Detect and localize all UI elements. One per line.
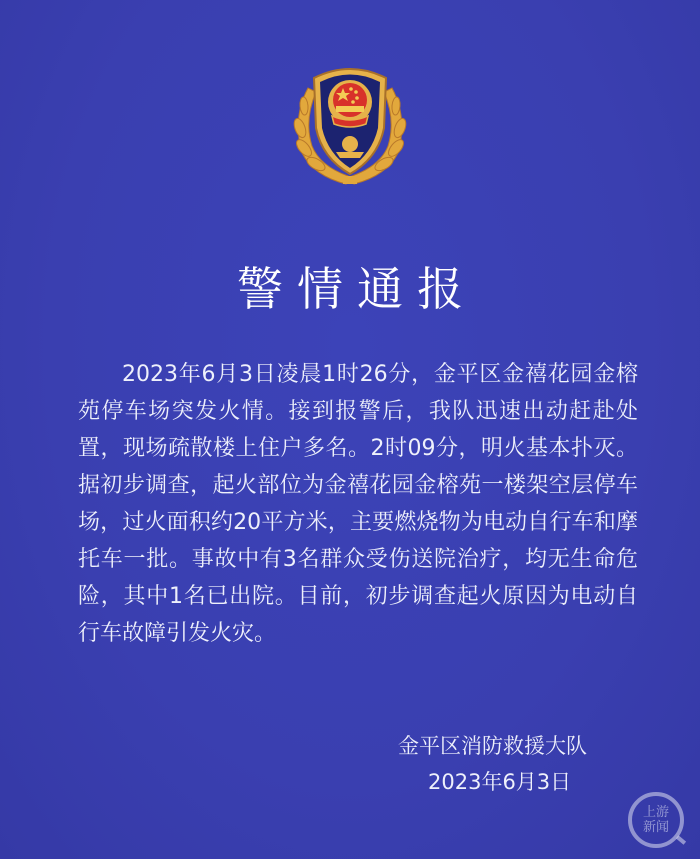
watermark-line-1: 上游 <box>642 805 669 820</box>
notice-title: 警情通报 <box>237 261 477 316</box>
issue-date: 2023年6月3日 <box>428 770 572 794</box>
watermark-line-2: 新闻 <box>642 820 669 835</box>
fire-rescue-emblem-icon <box>288 58 412 188</box>
issuing-organization: 金平区消防救援大队 <box>398 734 587 758</box>
signature-block <box>398 728 618 800</box>
notice-paragraph: 2023年6月3日凌晨1时26分，金平区金禧花园金榕苑停车场突发火情。接到报警后，我队迅速出动赶赴处置，现场疏散楼上住户多名。2时09分，明火基本扑灭。据初步调查，起火部位为金禧花园金榕苑一楼架空层停车场，过火面积约20平方米，主要燃烧物为电动自行车和摩托车一批。事故中有3名群众受伤送院治疗，均无生命危险，其中1名已出院。目前，初步调查起火原因为电动自行车故障引发火灾。 <box>78 362 638 646</box>
notice-body <box>78 356 638 652</box>
source-watermark-logo <box>628 792 684 848</box>
